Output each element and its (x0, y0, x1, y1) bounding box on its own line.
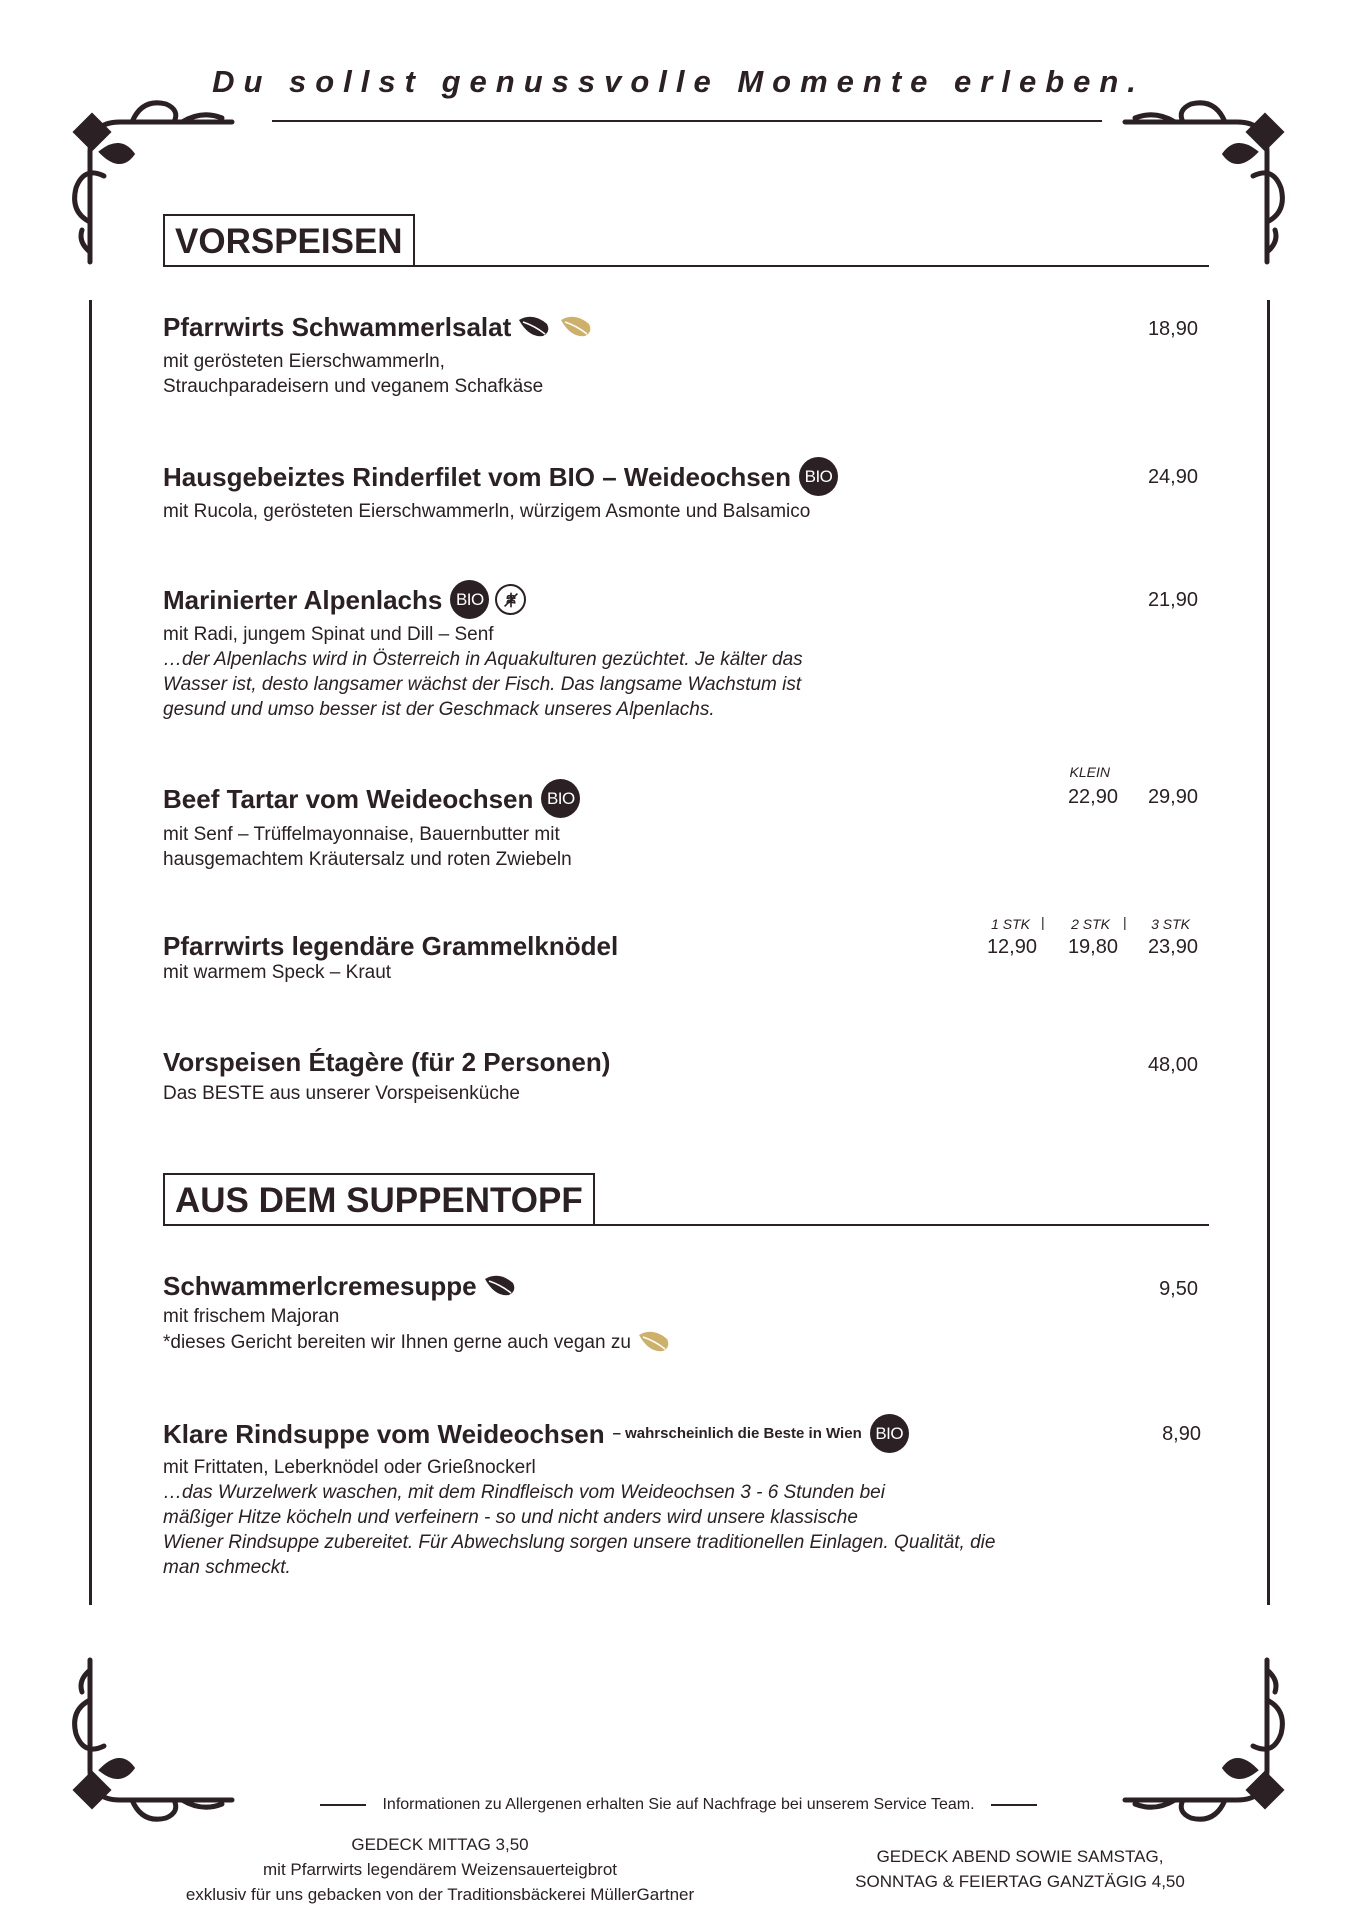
section-title-suppentopf: AUS DEM SUPPENTOPF (163, 1173, 595, 1225)
item-price: 21,90 (1147, 589, 1198, 611)
mushroom-leaf-icon (483, 1273, 519, 1299)
item-price-small: 22,90 (1067, 786, 1118, 808)
item-description: hausgemachtem Kräutersalz und roten Zwiebeln (163, 849, 572, 870)
allergen-dash (320, 1804, 366, 1806)
item-description: mit warmem Speck – Kraut (163, 962, 392, 983)
item-price-2stk: 19,80 (1067, 936, 1118, 958)
vegan-leaf-icon (637, 1329, 673, 1355)
menu-item-schwammerlsalat (163, 311, 1203, 399)
section-divider (163, 1224, 1209, 1226)
item-name: Pfarrwirts Schwammerlsalat (163, 312, 512, 342)
section-divider (163, 265, 1209, 267)
menu-item-rinderfilet (163, 457, 1203, 524)
allergen-dash (991, 1804, 1037, 1806)
allergen-text: Informationen zu Allergenen erhalten Sie auf Nachfrage bei unserem Service Team. (382, 1796, 975, 1813)
menu-item-alpenlachs (163, 580, 1203, 722)
item-price: 48,00 (1147, 1054, 1198, 1076)
gedeck-mittag-line: mit Pfarrwirts legendärem Weizensauerteigbrot (263, 1860, 617, 1879)
item-note: …der Alpenlachs wird in Österreich in Aquakulturen gezüchtet. Je kälter das (163, 649, 803, 670)
item-note: Wiener Rindsuppe zubereitet. Für Abwechslung sorgen unsere traditionellen Einlagen. Qualität, die (163, 1532, 996, 1553)
item-note: mäßiger Hitze köcheln und verfeinern - so und nicht anders wird unsere klassische (163, 1507, 858, 1528)
item-description: mit Rucola, gerösteten Eierschwammerln, würzigem Asmonte und Balsamico (163, 501, 811, 522)
item-name: Vorspeisen Étagère (für 2 Personen) (163, 1047, 611, 1077)
item-description: mit Senf – Trüffelmayonnaise, Bauernbutter mit (163, 824, 560, 845)
menu-item-rindsuppe (163, 1414, 1203, 1580)
item-price-1stk: 12,90 (986, 936, 1037, 958)
size-label-1stk: 1 STK (991, 916, 1030, 932)
item-description: *dieses Gericht bereiten wir Ihnen gerne auch vegan zu (163, 1331, 631, 1353)
allergen-info (0, 1796, 1357, 1814)
page-slogan: Du sollst genussvolle Momente erleben. (212, 64, 1145, 99)
item-price-3stk: 23,90 (1147, 936, 1198, 958)
bio-badge: BIO (870, 1414, 909, 1453)
item-name: Beef Tartar vom Weideochsen (163, 783, 534, 814)
gedeck-mittag-title: GEDECK MITTAG 3,50 (351, 1835, 529, 1854)
item-name: Marinierter Alpenlachs (163, 584, 443, 615)
gedeck-abend (800, 1844, 1240, 1894)
item-description: mit frischem Majoran (163, 1306, 340, 1327)
item-price: 29,90 (1147, 786, 1198, 808)
ornament-top-right-icon (1115, 92, 1295, 272)
item-note: Wasser ist, desto langsamer wächst der Fisch. Das langsame Wachstum ist (163, 674, 802, 695)
item-description: Das BESTE aus unserer Vorspeisenküche (163, 1083, 520, 1104)
gedeck-abend-line: SONNTAG & FEIERTAG GANZTÄGIG 4,50 (855, 1872, 1185, 1891)
gedeck-mittag (120, 1832, 760, 1907)
item-name: Pfarrwirts legendäre Grammelknödel (163, 931, 619, 961)
size-separator: | (1041, 914, 1045, 930)
item-price: 8,90 (1162, 1423, 1201, 1445)
item-name: Klare Rindsuppe vom Weideochsen (163, 1418, 605, 1449)
size-label-klein: KLEIN (1069, 764, 1110, 780)
item-note: gesund und umso besser ist der Geschmack unseres Alpenlachs. (163, 699, 715, 720)
item-note: man schmeckt. (163, 1557, 291, 1578)
menu-item-etagere (163, 1046, 1203, 1106)
item-tagline: – wahrscheinlich die Beste in Wien (612, 1424, 862, 1442)
size-label-3stk: 3 STK (1151, 916, 1190, 932)
gedeck-abend-line: GEDECK ABEND SOWIE SAMSTAG, (876, 1847, 1164, 1866)
item-price: 9,50 (1159, 1278, 1198, 1300)
frame-line-left (89, 300, 92, 1605)
slogan-divider (272, 120, 1102, 122)
bio-badge: BIO (799, 457, 838, 496)
menu-item-cremesuppe (163, 1270, 1203, 1355)
item-price: 18,90 (1147, 318, 1198, 340)
gedeck-mittag-line: exklusiv für uns gebacken von der Traditionsbäckerei MüllerGartner (185, 1885, 695, 1904)
item-description: mit gerösteten Eierschwammerln, (163, 351, 445, 372)
section-title-vorspeisen: VORSPEISEN (163, 214, 415, 266)
vegan-leaf-icon (559, 314, 595, 340)
item-description: mit Frittaten, Leberknödel oder Grießnockerl (163, 1457, 536, 1478)
item-name: Hausgebeiztes Rinderfilet vom BIO – Weideochsen (163, 461, 792, 492)
item-note: …das Wurzelwerk waschen, mit dem Rindfleisch vom Weideochsen 3 - 6 Stunden bei (163, 1482, 885, 1503)
mushroom-leaf-icon (517, 314, 553, 340)
item-description: Strauchparadeisern und veganem Schafkäse (163, 376, 544, 397)
item-name: Schwammerlcremesuppe (163, 1271, 477, 1301)
gluten-free-icon (495, 584, 526, 615)
item-description: mit Radi, jungem Spinat und Dill – Senf (163, 624, 494, 645)
frame-line-right (1267, 300, 1270, 1605)
bio-badge: BIO (541, 779, 580, 818)
item-price: 24,90 (1147, 466, 1198, 488)
bio-badge: BIO (450, 580, 489, 619)
size-label-2stk: 2 STK (1071, 916, 1110, 932)
size-separator: | (1123, 914, 1127, 930)
